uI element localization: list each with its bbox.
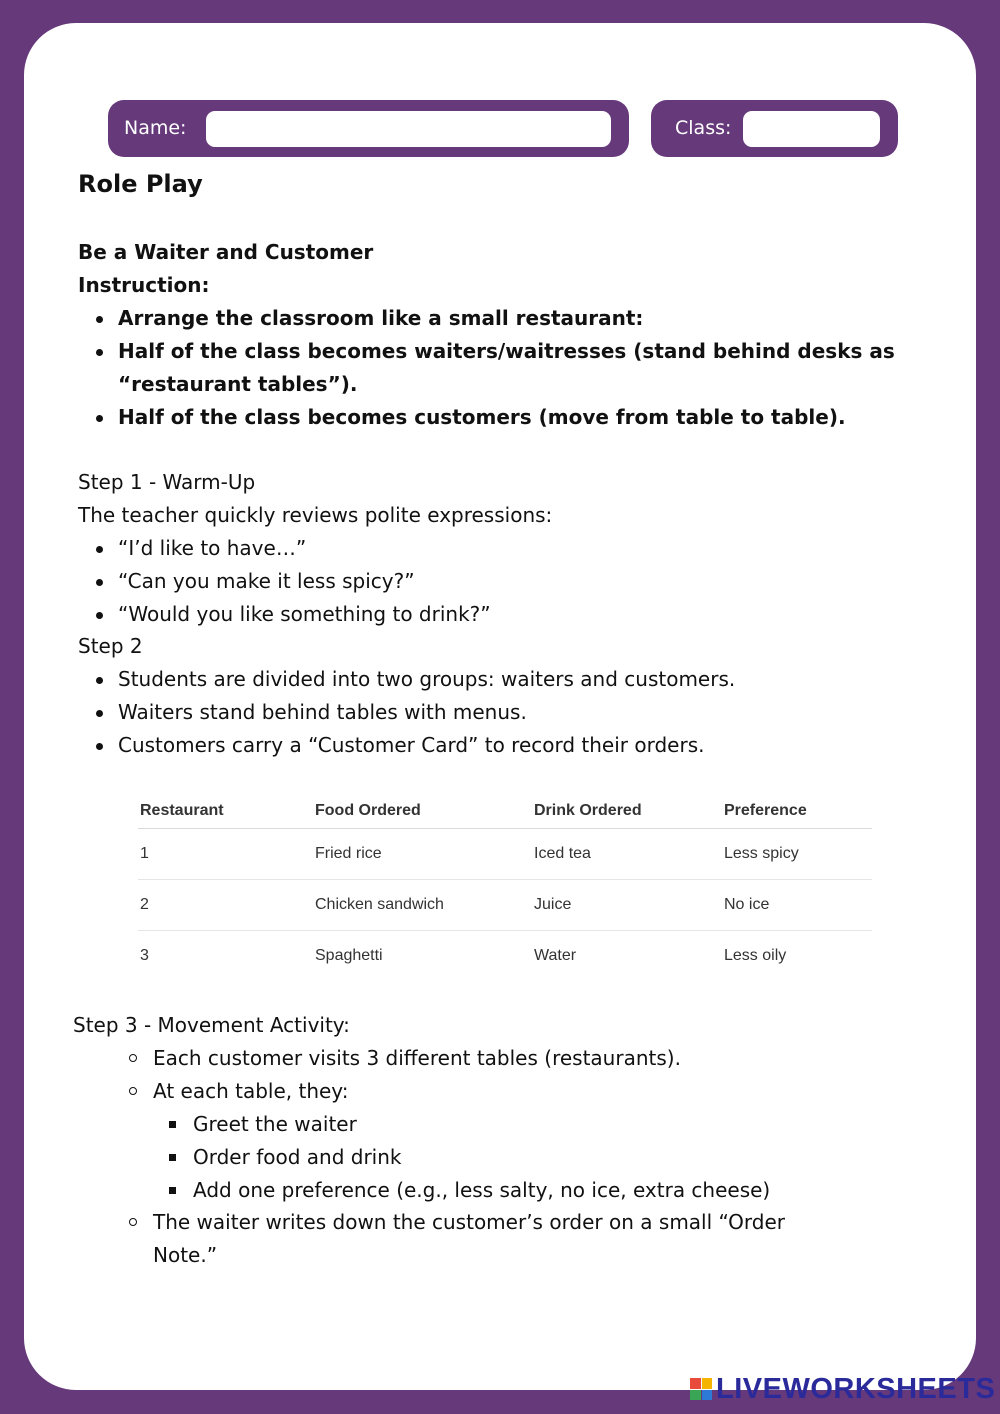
logo-square [702,1378,713,1389]
table-cell: 3 [140,947,149,964]
logo-square [690,1390,701,1401]
table-cell: Iced tea [532,829,722,880]
logo-square [702,1390,713,1401]
step3-item: The waiter writes down the customer’s order on a small “Order [153,1206,785,1239]
instruction-item: Arrange the classroom like a small restaurant: [118,302,643,335]
table-cell: No ice [722,880,872,931]
column-header: Food Ordered [313,794,532,829]
step2-item: Customers carry a “Customer Card” to record their orders. [118,729,704,762]
step1-intro: The teacher quickly reviews polite expressions: [78,503,553,527]
column-header: Preference [722,794,872,829]
step3-item-continued: Note.” [153,1243,218,1267]
step3-item: Each customer visits 3 different tables (restaurants). [153,1042,681,1075]
table-cell: Juice [532,880,722,931]
liveworksheets-logo-text: LIVEWORKSHEETS [716,1372,996,1405]
step3-heading: Step 3 - Movement Activity: [73,1013,350,1037]
table-cell: 1 [138,829,313,880]
name-field-container [108,100,629,157]
class-field-container [651,100,898,157]
table-row [138,829,872,880]
step1-heading: Step 1 - Warm-Up [78,470,256,494]
step3-item: At each table, they: [153,1075,348,1108]
class-input[interactable] [743,111,880,147]
table-cell: Fried rice [313,829,532,880]
column-header: Restaurant [138,794,313,829]
expression-item: “Would you like something to drink?” [118,598,491,631]
step3-subitem: Greet the waiter [193,1108,357,1141]
instruction-item-continued: “restaurant tables”). [118,372,358,396]
table-cell: 2 [138,880,313,931]
step2-heading: Step 2 [78,634,143,658]
liveworksheets-logo [690,1373,995,1405]
expression-item: “Can you make it less spicy?” [118,565,415,598]
step2-item: Waiters stand behind tables with menus. [118,696,527,729]
table-row [138,880,872,931]
name-input[interactable] [206,111,611,147]
page-title: Role Play [78,170,203,198]
table-cell: Water [534,947,577,964]
table-cell: Spaghetti [315,947,383,964]
liveworksheets-logo-icon [690,1378,712,1400]
column-header: Drink Ordered [532,794,722,829]
instruction-item: Half of the class becomes customers (move from table to table). [118,401,846,434]
class-label: Class: [675,117,732,139]
activity-heading: Be a Waiter and Customer [78,240,374,264]
expression-item: “I’d like to have…” [118,532,306,565]
customer-card-table [138,794,872,981]
table-cell: Less oily [724,947,787,964]
table-cell: Less spicy [722,829,872,880]
table-cell: Chicken sandwich [313,880,532,931]
table-row [138,931,872,982]
instruction-label: Instruction: [78,273,210,297]
name-label: Name: [124,117,187,139]
step3-subitem: Add one preference (e.g., less salty, no ice, extra cheese) [193,1174,770,1207]
step2-item: Students are divided into two groups: waiters and customers. [118,663,735,696]
logo-square [690,1378,701,1389]
table-header-row [138,794,872,829]
instruction-item: Half of the class becomes waiters/waitresses (stand behind desks as [118,335,895,368]
step3-subitem: Order food and drink [193,1141,401,1174]
